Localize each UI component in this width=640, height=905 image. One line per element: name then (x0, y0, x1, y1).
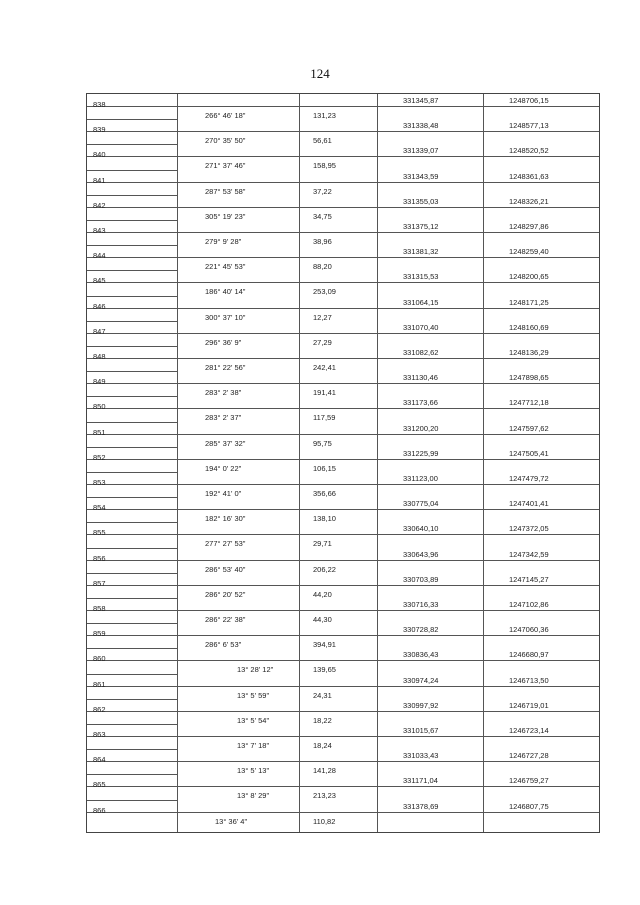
x-coordinate-cell: 331064,15 (403, 297, 439, 307)
table-row (87, 170, 599, 195)
table-row (87, 321, 599, 346)
point-cell: 853 (93, 478, 106, 487)
angle-cell: 270° 35' 50" (205, 136, 246, 146)
row-divider (87, 736, 599, 737)
point-cell: 856 (93, 553, 106, 563)
angle-cell: 13° 5' 54" (237, 715, 270, 725)
x-coordinate-cell: 330640,10 (403, 524, 439, 534)
point-cell: 839 (93, 125, 106, 135)
distance-cell: 138,10 (313, 514, 336, 524)
x-coordinate-cell: 331225,99 (403, 448, 439, 458)
table-row (87, 472, 599, 497)
distance-cell: 242,41 (313, 363, 336, 372)
distance-cell: 18,24 (313, 741, 332, 750)
x-coordinate-cell: 331070,40 (403, 322, 439, 332)
x-coordinate-cell: 330728,82 (403, 625, 439, 635)
row-divider (87, 156, 599, 157)
row-divider (87, 484, 599, 485)
distance-cell: 206,22 (313, 564, 336, 574)
table-row (87, 447, 599, 472)
x-coordinate-cell: 331375,12 (403, 222, 439, 231)
y-coordinate-cell: 1247712,18 (509, 398, 549, 408)
distance-cell: 131,23 (313, 111, 336, 120)
distance-cell: 34,75 (313, 211, 332, 221)
row-divider (87, 371, 177, 372)
point-cell: 848 (93, 352, 106, 361)
angle-cell: 279° 9' 28" (205, 237, 242, 246)
x-coordinate-cell: 331015,67 (403, 726, 439, 735)
row-divider (87, 346, 177, 347)
row-divider (87, 573, 177, 574)
point-cell: 842 (93, 200, 106, 210)
distance-cell: 253,09 (313, 287, 336, 297)
table-row (87, 346, 599, 371)
angle-cell: 277° 27' 53" (205, 539, 246, 549)
distance-cell: 139,65 (313, 665, 336, 675)
distance-cell: 24,31 (313, 690, 332, 700)
point-cell: 864 (93, 755, 106, 765)
y-coordinate-cell: 1247342,59 (509, 549, 549, 559)
row-divider (87, 170, 177, 171)
row-divider (87, 509, 599, 510)
angle-cell: 192° 41' 0" (205, 489, 242, 498)
x-coordinate-cell: 331338,48 (403, 121, 439, 131)
angle-cell: 266° 46' 18" (205, 111, 246, 120)
angle-cell: 13° 5' 13" (237, 766, 270, 776)
angle-cell: 186° 40' 14" (205, 287, 246, 297)
angle-cell: 285° 37' 32" (205, 438, 246, 448)
distance-cell: 117,59 (313, 413, 336, 423)
x-coordinate-cell: 331082,62 (403, 348, 439, 357)
y-coordinate-cell: 1246713,50 (509, 675, 549, 685)
point-cell: 865 (93, 780, 106, 790)
point-cell: 846 (93, 301, 106, 311)
table-row (87, 623, 599, 648)
table-row (87, 699, 599, 724)
angle-cell: 13° 7' 18" (237, 741, 270, 750)
row-divider (87, 548, 177, 549)
distance-cell: 110,82 (313, 816, 336, 826)
row-divider (87, 711, 599, 712)
angle-cell: 283° 2' 37" (205, 413, 242, 423)
x-coordinate-cell: 331345,87 (403, 96, 439, 105)
x-coordinate-cell: 331339,07 (403, 146, 439, 156)
distance-cell: 44,30 (313, 615, 332, 624)
distance-cell: 191,41 (313, 388, 336, 398)
y-coordinate-cell: 1246719,01 (509, 700, 549, 710)
row-divider (87, 459, 599, 460)
angle-cell: 286° 6' 53" (205, 640, 242, 650)
table-row (87, 749, 599, 774)
row-divider (87, 119, 177, 120)
y-coordinate-cell: 1247401,41 (509, 499, 549, 509)
table-row (87, 598, 599, 623)
table-row (87, 422, 599, 447)
x-coordinate-cell: 330716,33 (403, 600, 439, 609)
row-divider (87, 623, 177, 624)
x-coordinate-cell: 331173,66 (403, 398, 438, 408)
row-divider (87, 774, 177, 775)
row-divider (87, 308, 599, 309)
table-row (87, 94, 599, 119)
y-coordinate-cell: 1247102,86 (509, 600, 549, 609)
table-row (87, 396, 599, 421)
angle-cell: 283° 2' 38" (205, 388, 242, 398)
point-cell: 851 (93, 427, 106, 437)
angle-cell: 194° 0' 22" (205, 463, 242, 473)
table-row (87, 648, 599, 673)
distance-cell: 356,66 (313, 489, 336, 498)
table-row (87, 245, 599, 270)
row-divider (87, 686, 599, 687)
x-coordinate-cell: 331343,59 (403, 171, 439, 181)
angle-cell: 286° 22' 38" (205, 615, 246, 624)
row-divider (87, 106, 599, 107)
distance-cell: 213,23 (313, 791, 336, 801)
point-cell: 863 (93, 730, 106, 739)
row-divider (87, 270, 177, 271)
x-coordinate-cell: 331033,43 (403, 751, 439, 761)
distance-cell: 38,96 (313, 237, 332, 246)
angle-cell: 182° 16' 30" (205, 514, 246, 524)
y-coordinate-cell: 1248520,52 (509, 146, 549, 156)
row-divider (87, 610, 599, 611)
angle-cell: 13° 5' 59" (237, 690, 270, 700)
row-divider (87, 232, 599, 233)
y-coordinate-cell: 1248577,13 (509, 121, 549, 131)
row-divider (87, 383, 599, 384)
row-divider (87, 660, 599, 661)
y-coordinate-cell: 1246680,97 (509, 650, 549, 660)
y-coordinate-cell: 1246727,28 (509, 751, 549, 761)
point-cell: 849 (93, 377, 106, 387)
distance-cell: 29,71 (313, 539, 332, 549)
x-coordinate-cell: 330836,43 (403, 650, 439, 660)
table-row (87, 195, 599, 220)
row-divider (87, 812, 599, 813)
distance-cell: 141,28 (313, 766, 336, 776)
row-divider (87, 761, 599, 762)
row-divider (87, 422, 177, 423)
distance-cell: 18,22 (313, 715, 332, 725)
distance-cell: 37,22 (313, 186, 332, 196)
x-coordinate-cell: 330974,24 (403, 675, 439, 685)
row-divider (87, 333, 599, 334)
distance-cell: 44,20 (313, 589, 332, 599)
y-coordinate-cell: 1246723,14 (509, 726, 549, 735)
point-cell: 862 (93, 704, 106, 714)
table-row (87, 774, 599, 799)
row-divider (87, 434, 599, 435)
x-coordinate-cell: 330643,96 (403, 549, 439, 559)
x-coordinate-cell: 330703,89 (403, 574, 439, 584)
y-coordinate-cell: 1248200,65 (509, 272, 549, 282)
angle-cell: 286° 20' 52" (205, 589, 246, 599)
row-divider (87, 447, 177, 448)
y-coordinate-cell: 1247060,36 (509, 625, 549, 635)
angle-cell: 13° 8' 29" (237, 791, 270, 801)
point-cell: 854 (93, 503, 106, 513)
angle-cell: 271° 37' 46" (205, 161, 246, 171)
row-divider (87, 220, 177, 221)
table-row (87, 573, 599, 598)
row-divider (87, 635, 599, 636)
row-divider (87, 534, 599, 535)
x-coordinate-cell: 331355,03 (403, 196, 439, 206)
point-cell: 866 (93, 805, 106, 815)
y-coordinate-cell: 1246759,27 (509, 776, 549, 786)
row-divider (87, 699, 177, 700)
x-coordinate-cell: 330775,04 (403, 499, 439, 509)
table-row (87, 674, 599, 699)
point-cell: 857 (93, 578, 106, 588)
table-row (87, 522, 599, 547)
row-divider (87, 245, 177, 246)
angle-cell: 287° 53' 58" (205, 186, 246, 196)
distance-cell: 106,15 (313, 463, 336, 473)
angle-cell: 13° 28' 12" (237, 665, 274, 675)
point-cell: 844 (93, 251, 106, 261)
row-divider (87, 257, 599, 258)
x-coordinate-cell: 330997,92 (403, 700, 439, 710)
table-row (87, 144, 599, 169)
point-cell: 860 (93, 654, 106, 664)
angle-cell: 13° 36' 4" (215, 816, 248, 826)
row-divider (87, 648, 177, 649)
angle-cell: 221° 45' 53" (205, 262, 246, 272)
y-coordinate-cell: 1247145,27 (509, 574, 549, 584)
point-cell: 847 (93, 326, 106, 336)
row-divider (87, 408, 599, 409)
table-row (87, 119, 599, 144)
table-row (87, 270, 599, 295)
table-row (87, 724, 599, 749)
point-cell: 852 (93, 452, 106, 462)
y-coordinate-cell: 1248326,21 (509, 196, 549, 206)
x-coordinate-cell: 331315,53 (403, 272, 439, 282)
x-coordinate-cell: 331130,46 (403, 373, 438, 383)
y-coordinate-cell: 1248259,40 (509, 247, 549, 257)
row-divider (87, 182, 599, 183)
y-coordinate-cell: 1247898,65 (509, 373, 549, 383)
x-coordinate-cell: 331123,00 (403, 474, 438, 483)
point-cell: 843 (93, 226, 106, 235)
angle-cell: 281° 22' 56" (205, 363, 246, 372)
point-cell: 850 (93, 402, 106, 412)
point-cell: 858 (93, 604, 106, 613)
row-divider (87, 195, 177, 196)
distance-cell: 56,61 (313, 136, 332, 146)
y-coordinate-cell: 1248361,63 (509, 171, 549, 181)
point-cell: 859 (93, 629, 106, 639)
point-cell: 838 (93, 100, 106, 109)
row-divider (87, 131, 599, 132)
row-divider (87, 674, 177, 675)
row-divider (87, 497, 177, 498)
point-cell: 841 (93, 175, 106, 185)
y-coordinate-cell: 1248297,86 (509, 222, 549, 231)
table-row (87, 371, 599, 396)
point-cell: 861 (93, 679, 106, 689)
row-divider (87, 724, 177, 725)
x-coordinate-cell: 331378,69 (403, 801, 439, 811)
row-divider (87, 296, 177, 297)
x-coordinate-cell: 331171,04 (403, 776, 438, 786)
y-coordinate-cell: 1248706,15 (509, 96, 549, 105)
table-row (87, 800, 599, 825)
row-divider (87, 522, 177, 523)
row-divider (87, 749, 177, 750)
y-coordinate-cell: 1247479,72 (509, 474, 549, 483)
point-cell: 855 (93, 528, 106, 538)
table-row (87, 296, 599, 321)
row-divider (87, 786, 599, 787)
y-coordinate-cell: 1247505,41 (509, 448, 549, 458)
angle-cell: 296° 36' 9" (205, 337, 242, 347)
row-divider (87, 560, 599, 561)
angle-cell: 300° 37' 10" (205, 312, 246, 322)
x-coordinate-cell: 331381,32 (403, 247, 439, 257)
y-coordinate-cell: 1248136,29 (509, 348, 549, 357)
y-coordinate-cell: 1248171,25 (509, 297, 549, 307)
row-divider (87, 358, 599, 359)
distance-cell: 394,91 (313, 640, 336, 650)
x-coordinate-cell: 331200,20 (403, 423, 439, 433)
point-cell: 845 (93, 276, 106, 286)
distance-cell: 12,27 (313, 312, 332, 322)
row-divider (87, 207, 599, 208)
row-divider (87, 396, 177, 397)
coordinates-table (86, 93, 600, 833)
page-number: 124 (310, 66, 330, 81)
row-divider (87, 800, 177, 801)
distance-cell: 27,29 (313, 337, 332, 347)
angle-cell: 286° 53' 40" (205, 564, 246, 574)
table-row (87, 220, 599, 245)
row-divider (87, 585, 599, 586)
row-divider (87, 472, 177, 473)
angle-cell: 305° 19' 23" (205, 211, 246, 221)
row-divider (87, 144, 177, 145)
distance-cell: 95,75 (313, 438, 332, 448)
distance-cell: 88,20 (313, 262, 332, 272)
y-coordinate-cell: 1246807,75 (509, 801, 549, 811)
distance-cell: 158,95 (313, 161, 336, 171)
table-row (87, 497, 599, 522)
y-coordinate-cell: 1247372,05 (509, 524, 549, 534)
row-divider (87, 282, 599, 283)
point-cell: 840 (93, 150, 106, 160)
y-coordinate-cell: 1247597,62 (509, 423, 549, 433)
table-row (87, 548, 599, 573)
row-divider (87, 598, 177, 599)
y-coordinate-cell: 1248160,69 (509, 322, 549, 332)
row-divider (87, 321, 177, 322)
